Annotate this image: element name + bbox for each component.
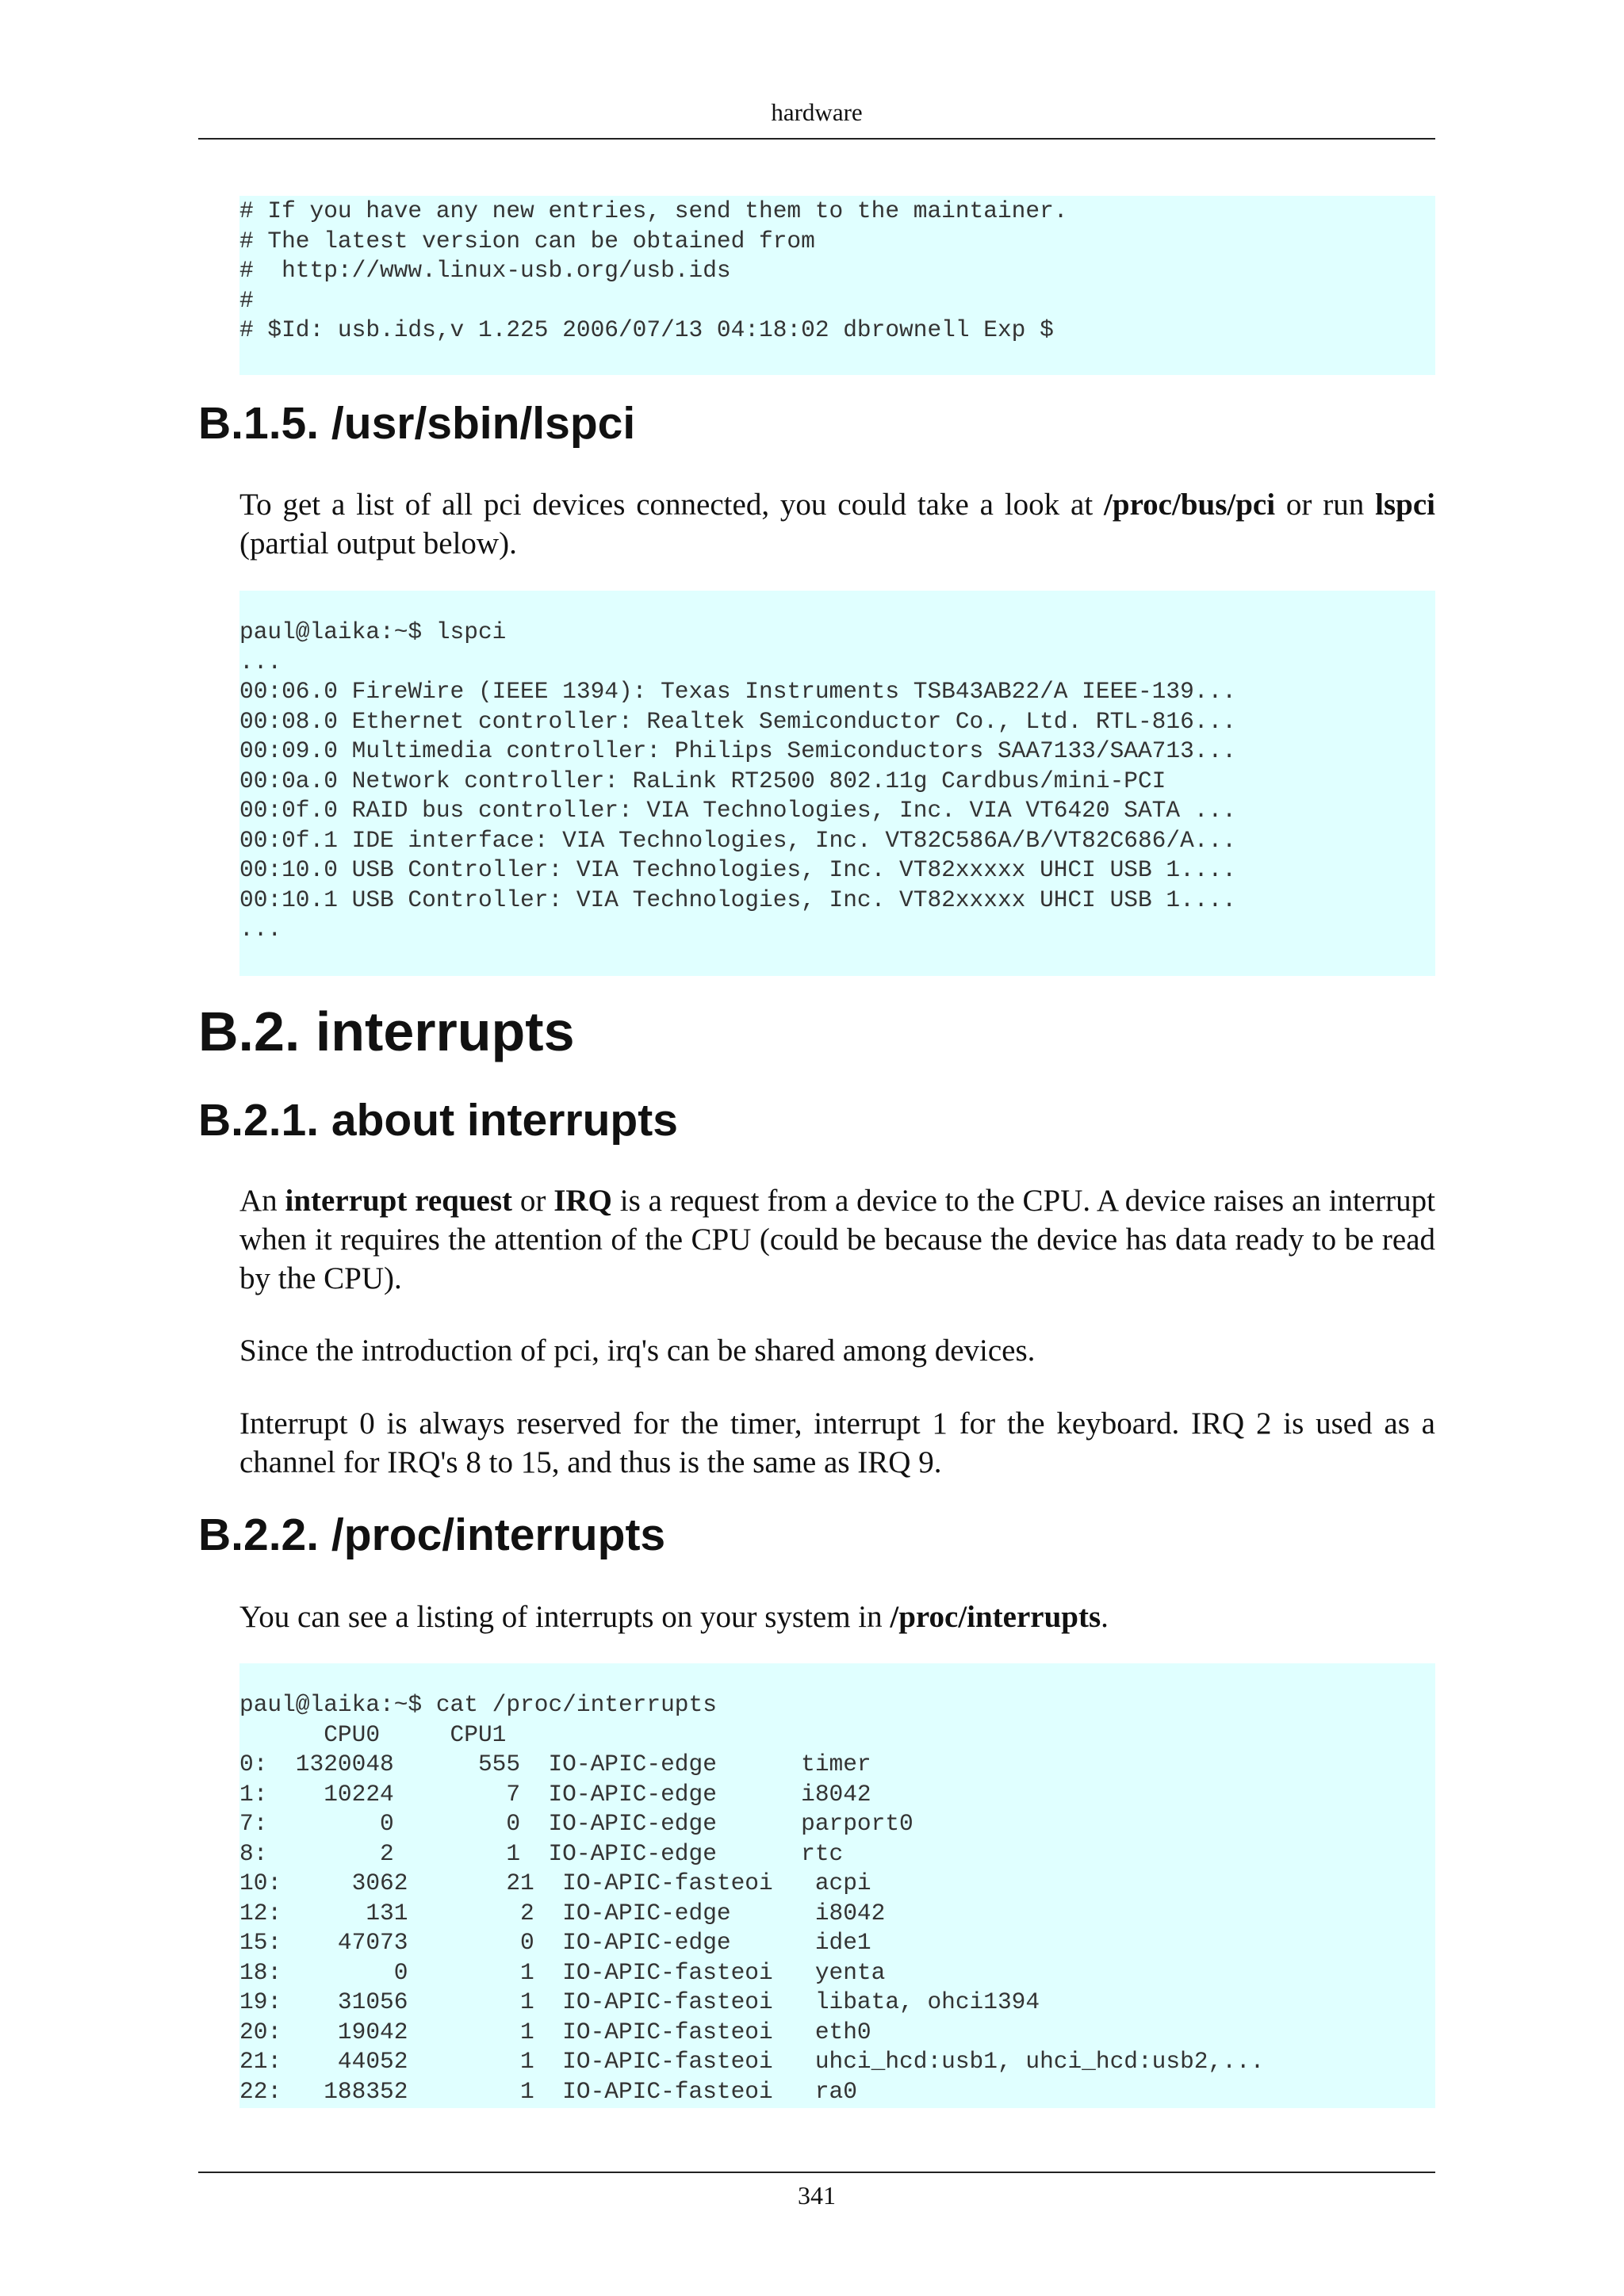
code-line: 21: 44052 1 IO-APIC-fasteoi uhci_hcd:usb1, uhci_hcd:usb2,... bbox=[239, 2048, 1265, 2075]
bold-command-lspci: lspci bbox=[1375, 488, 1436, 522]
section-heading-b22: B.2.2. /proc/interrupts bbox=[198, 1510, 666, 1560]
code-line: # bbox=[239, 286, 254, 314]
bold-term-irq: IRQ bbox=[553, 1184, 612, 1218]
code-line: 0: 1320048 555 IO-APIC-edge timer bbox=[239, 1751, 871, 1777]
code-line: 00:09.0 Multimedia controller: Philips Semiconductors SAA7133/SAA713... bbox=[239, 737, 1236, 764]
section-heading-b15: B.1.5. /usr/sbin/lspci bbox=[198, 398, 636, 449]
section-heading-b21: B.2.1. about interrupts bbox=[198, 1095, 678, 1146]
text-run: or bbox=[511, 1184, 554, 1218]
code-line: # The latest version can be obtained from bbox=[239, 227, 815, 254]
header-rule bbox=[198, 138, 1435, 140]
code-line: 00:0a.0 Network controller: RaLink RT2500 802.11g Cardbus/mini-PCI bbox=[239, 767, 1166, 794]
code-line: # http://www.linux-usb.org/usb.ids bbox=[239, 257, 731, 284]
code-line: 00:10.1 USB Controller: VIA Technologies, Inc. VT82xxxxx UHCI USB 1.... bbox=[239, 886, 1236, 913]
code-line: paul@laika:~$ cat /proc/interrupts bbox=[239, 1691, 717, 1718]
lspci-intro-paragraph bbox=[239, 485, 1435, 563]
irq-definition-paragraph bbox=[239, 1181, 1435, 1298]
code-line: 15: 47073 0 IO-APIC-edge ide1 bbox=[239, 1929, 871, 1956]
code-line: paul@laika:~$ lspci bbox=[239, 618, 507, 645]
text-run: You can see a listing of interrupts on your system in bbox=[239, 1600, 891, 1634]
code-line: 00:10.0 USB Controller: VIA Technologies, Inc. VT82xxxxx UHCI USB 1.... bbox=[239, 856, 1236, 883]
section-heading-b2: B.2. interrupts bbox=[198, 1001, 575, 1062]
irq-reserved-paragraph: Interrupt 0 is always reserved for the timer, interrupt 1 for the keyboard. IRQ 2 is used as a channel for IRQ's 8 to 15, and thus is the same as IRQ 9. bbox=[239, 1406, 1435, 1479]
text-run: An bbox=[239, 1184, 285, 1218]
bold-term-interrupt-request: interrupt request bbox=[285, 1184, 512, 1218]
code-line: 18: 0 1 IO-APIC-fasteoi yenta bbox=[239, 1958, 886, 1986]
text-run: or run bbox=[1275, 488, 1376, 522]
irq-sharing-paragraph: Since the introduction of pci, irq's can be shared among devices. bbox=[239, 1334, 1036, 1368]
code-line: ... bbox=[239, 916, 282, 943]
code-line: 7: 0 0 IO-APIC-edge parport0 bbox=[239, 1810, 914, 1837]
code-line: 22: 188352 1 IO-APIC-fasteoi ra0 bbox=[239, 2077, 857, 2105]
code-line: 00:06.0 FireWire (IEEE 1394): Texas Instruments TSB43AB22/A IEEE-139... bbox=[239, 678, 1236, 705]
code-line: ... bbox=[239, 648, 282, 675]
text-run: To get a list of all pci devices connected, you could take a look at bbox=[239, 488, 1105, 522]
code-line: 00:08.0 Ethernet controller: Realtek Semiconductor Co., Ltd. RTL-816... bbox=[239, 707, 1236, 735]
proc-interrupts-intro-paragraph bbox=[239, 1598, 1435, 1636]
bold-path-proc-bus-pci: /proc/bus/pci bbox=[1104, 488, 1276, 522]
usb-ids-code-block bbox=[239, 196, 1435, 375]
lspci-code-block bbox=[239, 591, 1435, 976]
code-line: 20: 19042 1 IO-APIC-fasteoi eth0 bbox=[239, 2018, 871, 2045]
code-line: 19: 31056 1 IO-APIC-fasteoi libata, ohci1394 bbox=[239, 1988, 1040, 2015]
code-line: # $Id: usb.ids,v 1.225 2006/07/13 04:18:02 dbrownell Exp $ bbox=[239, 316, 1054, 343]
code-line: 1: 10224 7 IO-APIC-edge i8042 bbox=[239, 1780, 871, 1808]
bold-path-proc-interrupts: /proc/interrupts bbox=[890, 1600, 1101, 1634]
code-line: CPU0 CPU1 bbox=[239, 1720, 507, 1748]
proc-interrupts-code-block bbox=[239, 1663, 1435, 2108]
code-line: 8: 2 1 IO-APIC-edge rtc bbox=[239, 1839, 844, 1867]
code-line: 00:0f.1 IDE interface: VIA Technologies, Inc. VT82C586A/B/VT82C686/A... bbox=[239, 826, 1236, 854]
code-line: 00:0f.0 RAID bus controller: VIA Technologies, Inc. VIA VT6420 SATA ... bbox=[239, 797, 1236, 824]
footer-rule bbox=[198, 2172, 1435, 2173]
running-header: hardware bbox=[771, 98, 863, 126]
text-run: is a request from a device to the CPU. A device raises an interrupt when it requires the attention of the CPU (could be because the device has data ready to be read by the CPU). bbox=[239, 1184, 1435, 1295]
code-line: 12: 131 2 IO-APIC-edge i8042 bbox=[239, 1899, 886, 1927]
code-line: 10: 3062 21 IO-APIC-fasteoi acpi bbox=[239, 1869, 871, 1896]
code-line: # If you have any new entries, send them to the maintainer. bbox=[239, 197, 1068, 224]
text-run: . bbox=[1101, 1600, 1109, 1634]
page-number: 341 bbox=[798, 2181, 836, 2210]
text-run: (partial output below). bbox=[239, 526, 517, 561]
